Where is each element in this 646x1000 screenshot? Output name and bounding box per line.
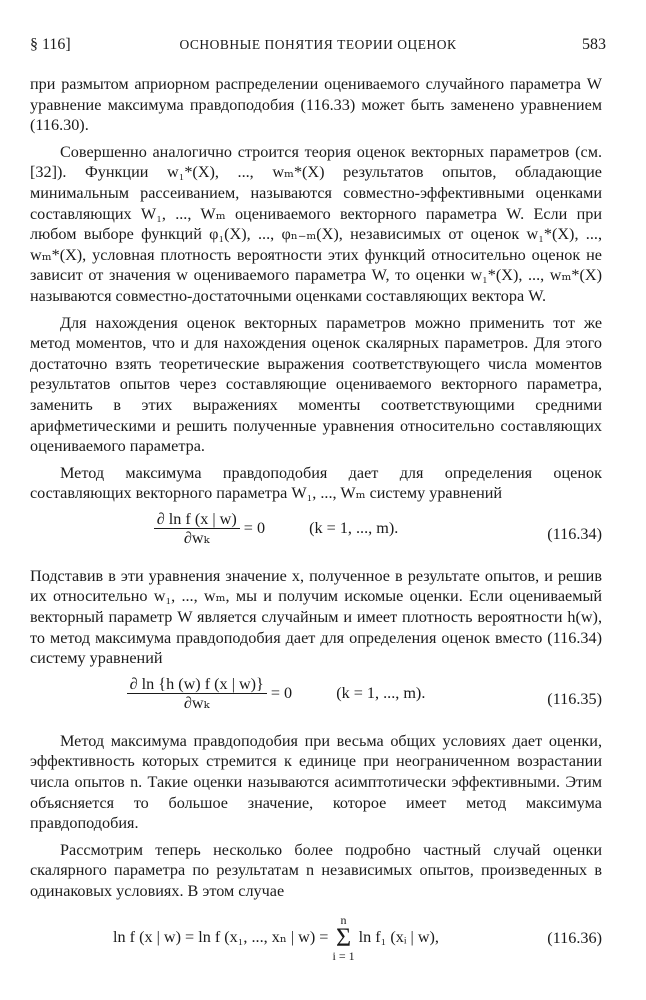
fraction [127,675,267,712]
header-title: ОСНОВНЫЕ ПОНЯТИЯ ТЕОРИИ ОЦЕНОК [179,37,457,52]
paragraph: Метод максимума правдоподобия при весьма общих условиях дает оценки, эффективность которых стремится к единице при неограниченном возрастании числа опытов n. Такие оценки называются асимптотически эффективными. Этим объясняется то большое значение, которое имеет метод максимума правдоподобия. [30,731,602,833]
summation [332,914,354,962]
equation-condition: (k = 1, ..., m). [336,684,426,703]
numerator: ∂ ln f (x | w) [154,510,240,529]
paragraph: Совершенно аналогично строится теория оценок векторных параметров (см. [32]). Функции w₁*(X), ..., wₘ*(X) результатов опытов, обладающие минимальным рассеиванием, называются совместно-эффективными оценками составляющих W₁, ..., Wₘ оцениваемого векторного параметра W. Если при любом выборе функций φ₁(X), ..., φₙ₋ₘ(X), независимых от оценок w₁*(X), ..., wₘ*(X), условная плотность вероятности этих функций относительно оценок не зависит от значения w оцениваемого параметра W, то оценки w₁*(X), ..., wₘ*(X) называются совместно-достаточными оценками составляющих вектора W. [30,142,602,305]
equation-number: (116.36) [547,928,602,947]
running-header [30,36,606,60]
equation-116-36 [30,914,602,964]
equation-rhs: = 0 [243,519,266,538]
paragraph: при размытом априорном распределении оцениваемого случайного параметра W уравнение максимума правдоподобия (116.33) может быть заменено уравнением (116.30). [30,75,602,135]
paragraph: Метод максимума правдоподобия дает для определения оценок составляющих векторного параметра W₁, ..., Wₘ систему уравнений [30,463,602,503]
paragraph: Подставив в эти уравнения значение x, полученное в результате опытов, и решив их относительно w₁, ..., wₘ, мы и получим искомые оценки. Если оцениваемый векторный параметр W является случайным и имеет плотность вероятности h(w), то метод максимума правдоподобия дает для определения оценок вместо (116.34) систему уравнений [30,566,602,668]
summand: ln f₁ (xᵢ | w), [358,928,439,947]
page-body [30,74,602,970]
sum-lower-limit: i = 1 [332,948,355,963]
denominator: ∂wₖ [183,693,210,712]
paragraph: Для нахождения оценок векторных параметров можно применить тот же метод моментов, что и для нахождения оценок скалярных параметров. Для этого достаточно взять теоретические выражения соответствующего числа моментов результатов опытов через составляющие оцениваемого векторного параметра, заменить в этих выражениях моменты соответствующими средними арифметическими и решить полученные уравнения относительно составляющих оцениваемого параметра. [30,313,602,456]
equation-116-34 [30,510,602,560]
sum-upper-limit: n [340,912,347,927]
equation-condition: (k = 1, ..., m). [309,519,399,538]
numerator: ∂ ln {h (w) f (x | w)} [127,675,267,694]
page-number: 583 [582,36,606,53]
paragraph: Рассмотрим теперь несколько более подробно частный случай оценки скалярного параметра по результатам n независимых опытов, произведенных в одинаковых условиях. В этом случае [30,840,602,900]
section-marker: § 116] [30,36,71,53]
equation-116-35 [30,675,602,725]
denominator: ∂wₖ [183,528,210,547]
equation-rhs: = 0 [270,684,293,703]
equation-number: (116.35) [547,689,602,708]
equation-number: (116.34) [547,524,602,543]
equation-lhs: ln f (x | w) = ln f (x₁, ..., xₙ | w) = [113,928,329,947]
sigma-symbol: Σ [335,922,352,952]
fraction [154,510,240,547]
